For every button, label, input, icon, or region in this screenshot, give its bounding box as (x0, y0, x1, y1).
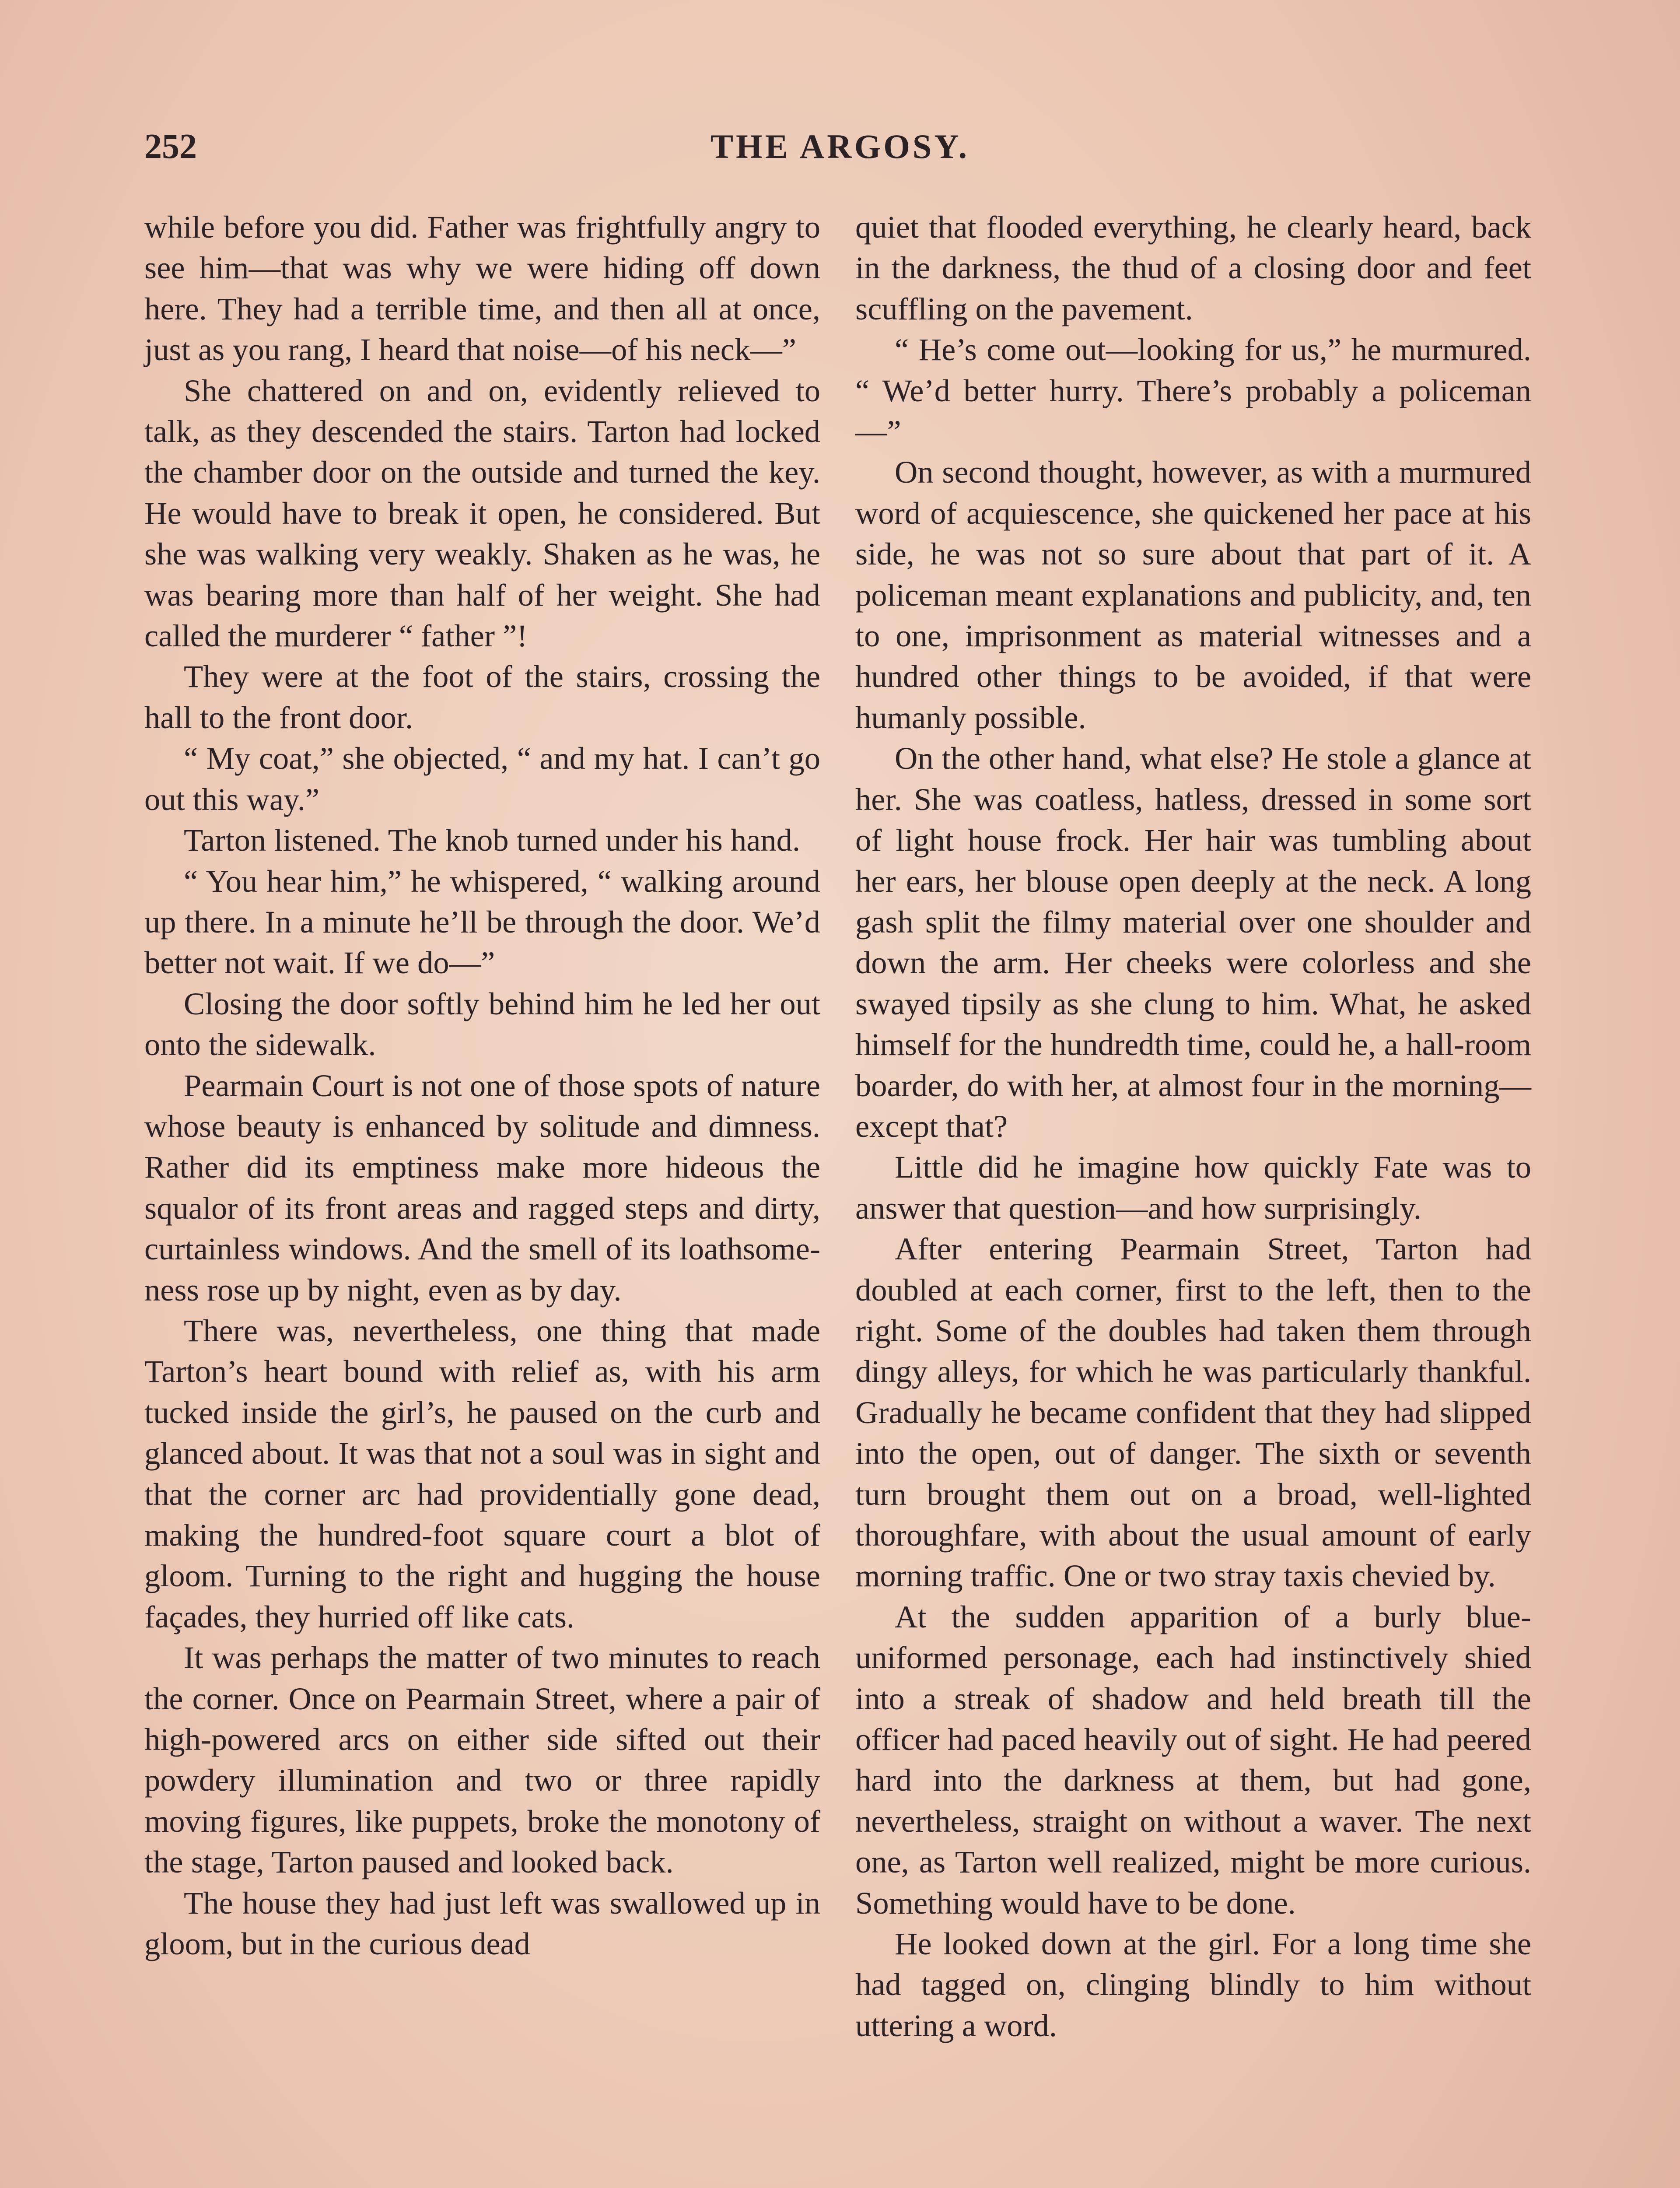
right-column (855, 207, 1531, 2046)
paragraph: Little did he imagine how quickly Fate was to answer that question—and how surprisingly. (855, 1149, 1531, 1226)
paragraph: On second thought, however, as with a murmured word of acquiescence, she quickened her pace at his side, he was not so sure about that part of it. A policeman meant explanations and publicity, and, ten to one, imprisonment as material witnesses and a hundred other things to be avoided, if that were humanly possible. (855, 454, 1531, 735)
paragraph: The house they had just left was swallowed up in gloom, but in the curious dead (144, 1885, 820, 1962)
paragraph: He looked down at the girl. For a long time she had tagged on, clinging blindly to him without uttering a word. (855, 1926, 1531, 2043)
paragraph: quiet that flooded everything, he clearly heard, back in the darkness, the thud of a closing door and feet scuffling on the pavement. (855, 209, 1531, 326)
paragraph: Tarton listened. The knob turned under his hand. (184, 822, 801, 858)
paragraph: On the other hand, what else? He stole a glance at her. She was coatless, hatless, dressed in some sort of light house frock. Her hair was tumbling about her ears, her blouse open deeply at the neck. A long gash split the filmy material over one shoulder and down the arm. Her cheeks were colorless and she swayed tipsily as she clung to him. What, he asked himself for the hundredth time, could he, a hall-room boarder, do with her, at almost four in the morning—except that? (855, 740, 1531, 1144)
paragraph: “ My coat,” she objected, “ and my hat. I can’t go out this way.” (144, 740, 820, 817)
page-header (144, 127, 1536, 175)
left-column (144, 207, 820, 1964)
paragraph: Closing the door softly behind him he led her out onto the sidewalk. (144, 985, 820, 1062)
paragraph: “ He’s come out—looking for us,” he murmured. “ We’d better hurry. There’s probably a policeman—” (855, 332, 1531, 449)
running-title: THE ARGOSY. (710, 127, 970, 165)
paragraph: “ You hear him,” he whispered, “ walking around up there. In a minute he’ll be through the door. We’d better not wait. If we do—” (144, 863, 820, 981)
page-number: 252 (144, 127, 197, 166)
paragraph: It was perhaps the matter of two minutes to reach the corner. Once on Pearmain Street, where a pair of high-powered arcs on either side sifted out their powdery illumination and two or three rapidly moving figures, like puppets, broke the monotony of the stage, Tarton paused and looked back. (144, 1640, 820, 1880)
paragraph: while before you did. Father was frightfully angry to see him—that was why we were hiding off down here. They had a terrible time, and then all at once, just as you rang, I heard that noise—of his neck—” (144, 209, 820, 368)
paragraph: She chattered on and on, evidently relieved to talk, as they descended the stairs. Tarton had locked the chamber door on the outside and turned the key. He would have to break it open, he considered. But she was walking very weakly. Shaken as he was, he was bearing more than half of her weight. She had called the murderer “ father ”! (144, 372, 820, 654)
paragraph: There was, nevertheless, one thing that made Tarton’s heart bound with relief as, with his arm tucked inside the girl’s, he paused on the curb and glanced about. It was that not a soul was in sight and that the corner arc had providentially gone dead, making the hundred-foot square court a blot of gloom. Turning to the right and hugging the house façades, they hurried off like cats. (144, 1312, 820, 1634)
paragraph: At the sudden apparition of a burly blue-uniformed personage, each had instinctively shied into a streak of shadow and held breath till the officer had paced heavily out of sight. He had peered hard into the darkness at them, but had gone, nevertheless, straight on without a waver. The next one, as Tarton well realized, might be more curious. Something would have to be done. (855, 1599, 1531, 1921)
paragraph: They were at the foot of the stairs, crossing the hall to the front door. (144, 659, 820, 735)
paragraph: Pearmain Court is not one of those spots of nature whose beauty is enhanced by solitude and dimness. Rather did its emptiness make more hideous the squalor of its front areas and ragged steps and dirty, curtainless windows. And the smell of its loathsomeness rose up by night, even as by day. (144, 1067, 820, 1308)
paragraph: After entering Pearmain Street, Tarton had doubled at each corner, first to the left, then to the right. Some of the doubles had taken them through dingy alleys, for which he was particularly thankful. Gradually he became confident that they had slipped into the open, out of danger. The sixth or seventh turn brought them out on a broad, well-lighted thoroughfare, with about the usual amount of early morning traffic. One or two stray taxis chevied by. (855, 1231, 1531, 1594)
